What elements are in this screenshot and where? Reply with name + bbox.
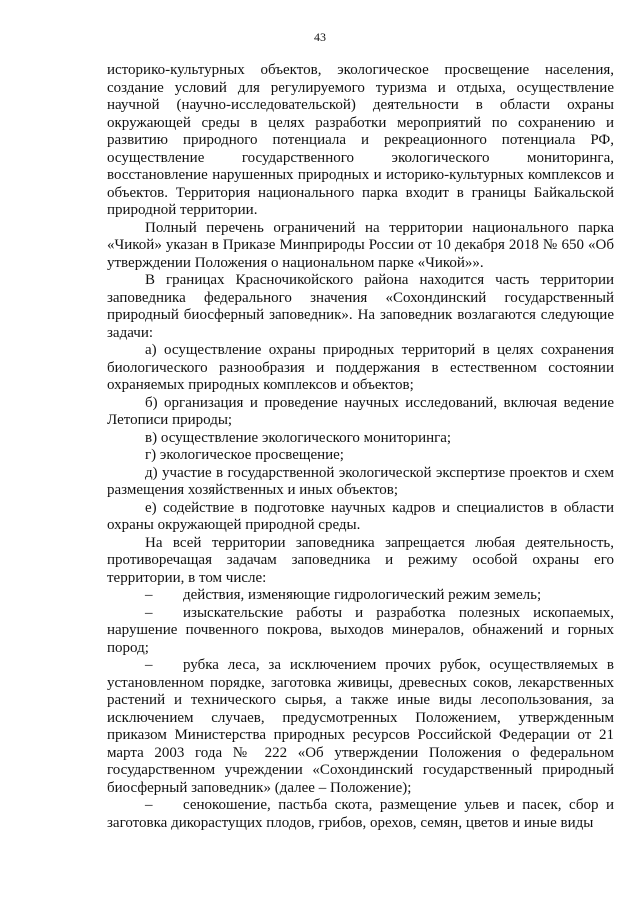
list-item: а) осуществление охраны природных территорий в целях сохранения биологического разнообразия и поддержания в естественном состоянии охраняемых природных комплексов и объектов; xyxy=(107,342,614,393)
dash-list-item xyxy=(107,605,614,658)
list-item: б) организация и проведение научных исследований, включая ведение Летописи природы; xyxy=(107,394,614,428)
paragraph: На всей территории заповедника запрещается любая деятельность, противоречащая задачам заповедника и режиму особой охраны его территории, в том числе: xyxy=(107,534,614,586)
paragraph: историко-культурных объектов, экологическое просвещение населения, создание условий для регулируемого туризма и отдыха, осуществление научной (научно-исследовательской) деятельности в области охраны окружающей среды в целях разработки мероприятий по сохранению и развитию природного потенциала и рекреационного потенциала РФ, осуществление государственного экологического мониторинга, восстановление нарушенных природных и историко-культурных комплексов и объектов. Территория национального парка входит в границы Байкальской природной территории. xyxy=(107,62,614,218)
dash-marker: – xyxy=(145,797,153,813)
dash-marker: – xyxy=(145,604,153,621)
dash-item-text: рубка леса, за исключением прочих рубок, осуществляемых в установленном порядке, заготовка живицы, древесных соков, лекарственных растений и технического сырья, а также иные виды лесопользования, за исключением случаев, предусмотренных Положением, утвержденным приказом Министерства природных ресурсов Российской Федерации от 21 марта 2003 года № 222 «Об утверждении Положения о федеральном государственном учреждении «Сохондинский государственный природный биосферный заповедник» (далее – Положение); xyxy=(107,657,614,796)
paragraph: В границах Красночикойского района находится часть территории заповедника федерального значения «Сохондинский государственный природный биосферный заповедник». На заповедник возлагаются следующие задачи: xyxy=(107,272,614,341)
page-number: 43 xyxy=(314,30,326,44)
dash-list-item xyxy=(107,657,614,797)
dash-item-text: изыскательские работы и разработка полезных ископаемых, нарушение почвенного покрова, выходов минералов, обнажений и горных пород; xyxy=(107,604,614,656)
document-body xyxy=(107,62,614,832)
dash-list-item xyxy=(107,587,614,605)
list-item: д) участие в государственной экологической экспертизе проектов и схем размещения хозяйственных и иных объектов; xyxy=(107,464,614,498)
list-item: в) осуществление экологического мониторинга; xyxy=(145,429,452,446)
dash-item-text: сенокошение, пастьба скота, размещение ульев и пасек, сбор и заготовка дикорастущих плодов, грибов, орехов, семян, цветов и иные виды xyxy=(107,797,614,831)
dash-item-text: действия, изменяющие гидрологический режим земель; xyxy=(183,587,542,603)
dash-marker: – xyxy=(145,587,153,603)
dash-list-item xyxy=(107,797,614,832)
dash-marker: – xyxy=(145,657,153,673)
paragraph: Полный перечень ограничений на территории национального парка «Чикой» указан в Приказе Минприроды России от 10 декабря 2018 № 650 «Об утверждении Положения о национальном парке «Чикой»». xyxy=(107,219,614,271)
list-item: г) экологическое просвещение; xyxy=(145,447,344,463)
list-item: е) содействие в подготовке научных кадров и специалистов в области охраны окружающей природной среды. xyxy=(107,499,614,533)
